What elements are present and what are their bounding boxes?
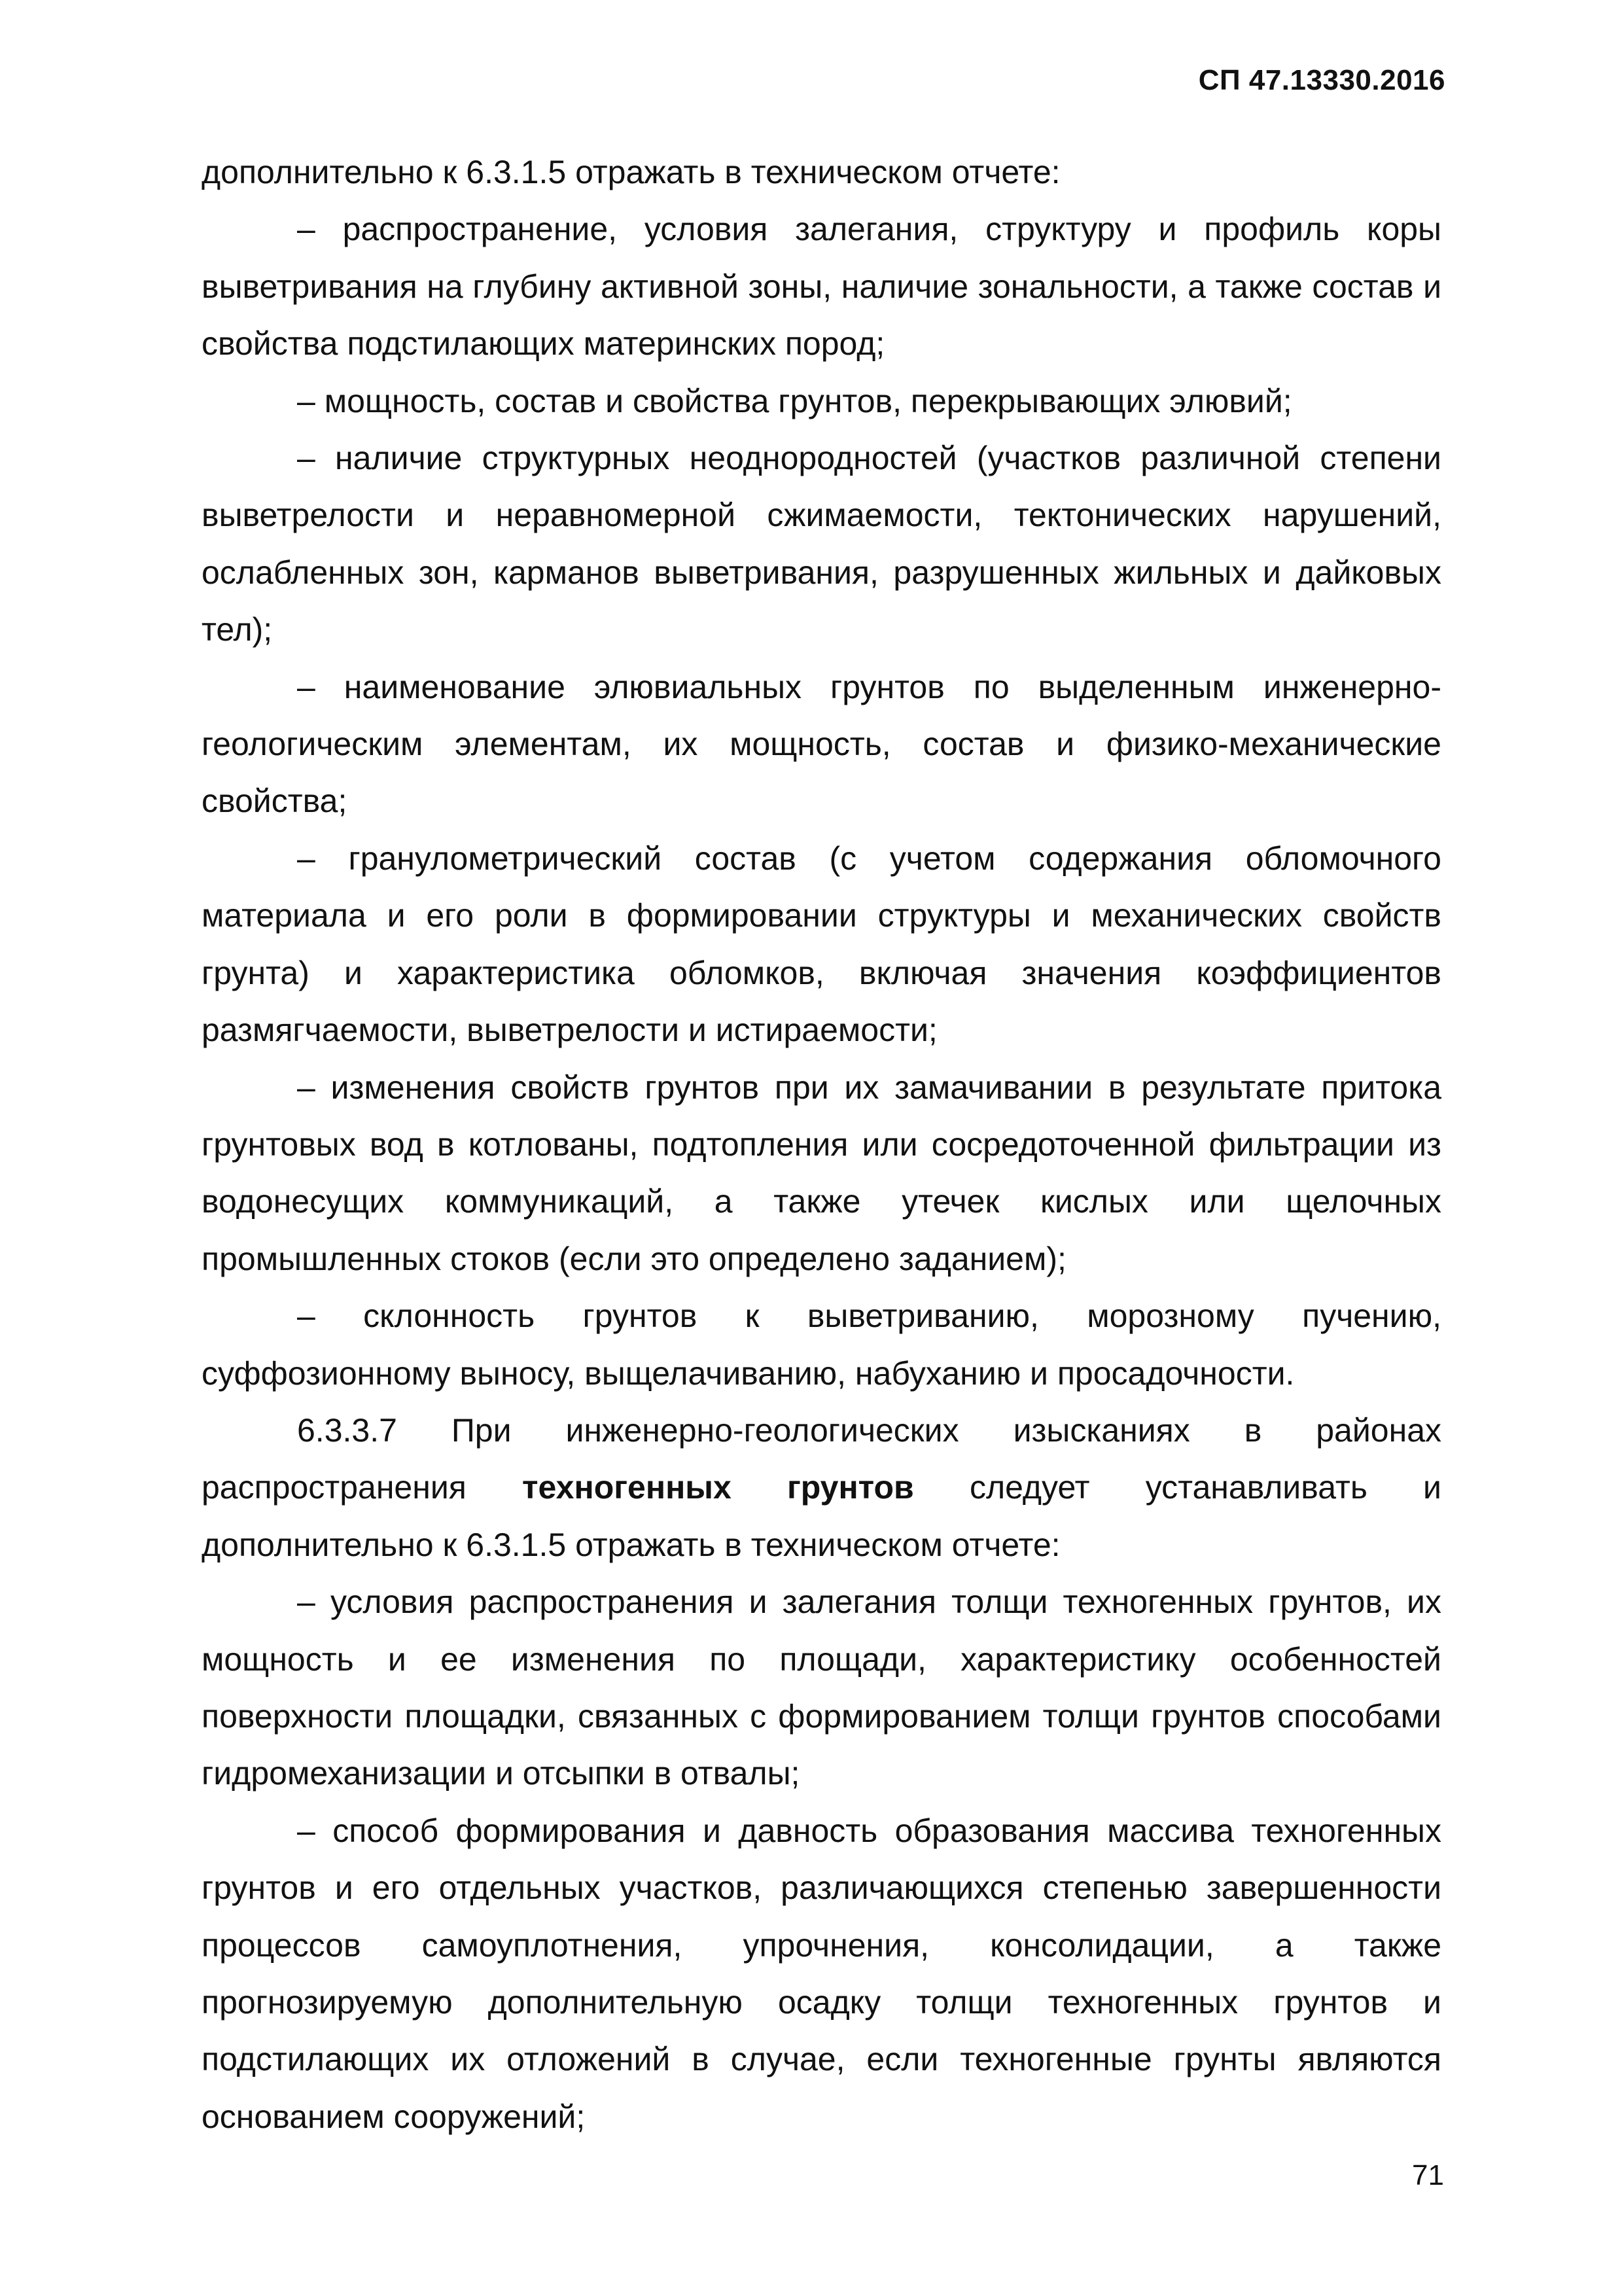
document-code-header: СП 47.13330.2016 xyxy=(1198,64,1445,96)
list-item-formation-method xyxy=(202,1803,1441,2146)
paragraph-text: – склонность грунтов к выветриванию, морозному пучению, суффозионному выносу, выщелачиванию, набуханию и просадочности. xyxy=(202,1298,1441,1392)
paragraph-text: – условия распространения и залегания толщи техногенных грунтов, их мощность и ее изменения по площади, характеристику особенностей поверхности площадки, связанных с формированием толщи грунтов способами гидромеханизации и отсыпки в отвалы; xyxy=(202,1583,1441,1792)
list-item-technogenic-conditions xyxy=(202,1574,1441,1803)
section-paragraph-6-3-3-7 xyxy=(202,1402,1441,1574)
paragraph-text: – наличие структурных неоднородностей (участков различной степени выветрелости и неравномерной сжимаемости, тектонических нарушений, ослабленных зон, карманов выветривания, разрушенных жильных и дайковых тел); xyxy=(202,440,1441,648)
list-item-overlying-soils xyxy=(202,373,1441,430)
paragraph-text: 6.3.3.7 При инженерно-геологических изысканиях в районах распространения xyxy=(202,1411,1441,1506)
list-item-susceptibility xyxy=(202,1288,1441,1402)
list-item-structural-heterogeneity xyxy=(202,430,1441,659)
paragraph-text: дополнительно к 6.3.1.5 отражать в техническом отчете: xyxy=(202,154,1061,190)
paragraph-text: – изменения свойств грунтов при их замачивании в результате притока грунтовых вод в котлованы, подтопления или сосредоточенной фильтрации из водонесущих коммуникаций, а также утечек кислых или щелочных промышленных стоков (если это определено заданием); xyxy=(202,1069,1441,1277)
page-number: 71 xyxy=(1412,2159,1444,2191)
paragraph-text: следует устанавливать и дополнительно к 6.3.1.5 отражать в техническом отчете: xyxy=(202,1469,1441,1563)
paragraph-text: – наименование элювиальных грунтов по выделенным инженерно-геологическим элементам, их мощность, состав и физико-механические свойства; xyxy=(202,668,1441,820)
paragraph-text: – мощность, состав и свойства грунтов, перекрывающих элювий; xyxy=(297,382,1292,419)
list-item-soaking-changes xyxy=(202,1059,1441,1288)
paragraph-text: – способ формирования и давность образования массива техногенных грунтов и его отдельных участков, различающихся степенью завершенности процессов самоуплотнения, упрочнения, консолидации, а также прогнозируемую дополнительную осадку толщи техногенных грунтов и подстилающих их отложений в случае, если техногенные грунты являются основанием сооружений; xyxy=(202,1812,1441,2135)
list-item-eluvial-soil-naming xyxy=(202,659,1441,830)
document-body xyxy=(202,144,1441,2146)
list-item-granulometric-composition xyxy=(202,830,1441,1059)
bold-term: техногенных грунтов xyxy=(522,1469,914,1506)
paragraph-continuation xyxy=(202,144,1441,201)
paragraph-text: – гранулометрический состав (с учетом содержания обломочного материала и его роли в формировании структуры и механических свойств грунта) и характеристика обломков, включая значения коэффициентов размягчаемости, выветрелости и истираемости; xyxy=(202,839,1441,1049)
list-item-weathering-crust xyxy=(202,201,1441,372)
paragraph-text: – распространение, условия залегания, структуру и профиль коры выветривания на глубину активной зоны, наличие зональности, а также состав и свойства подстилающих материнских пород; xyxy=(202,211,1441,362)
